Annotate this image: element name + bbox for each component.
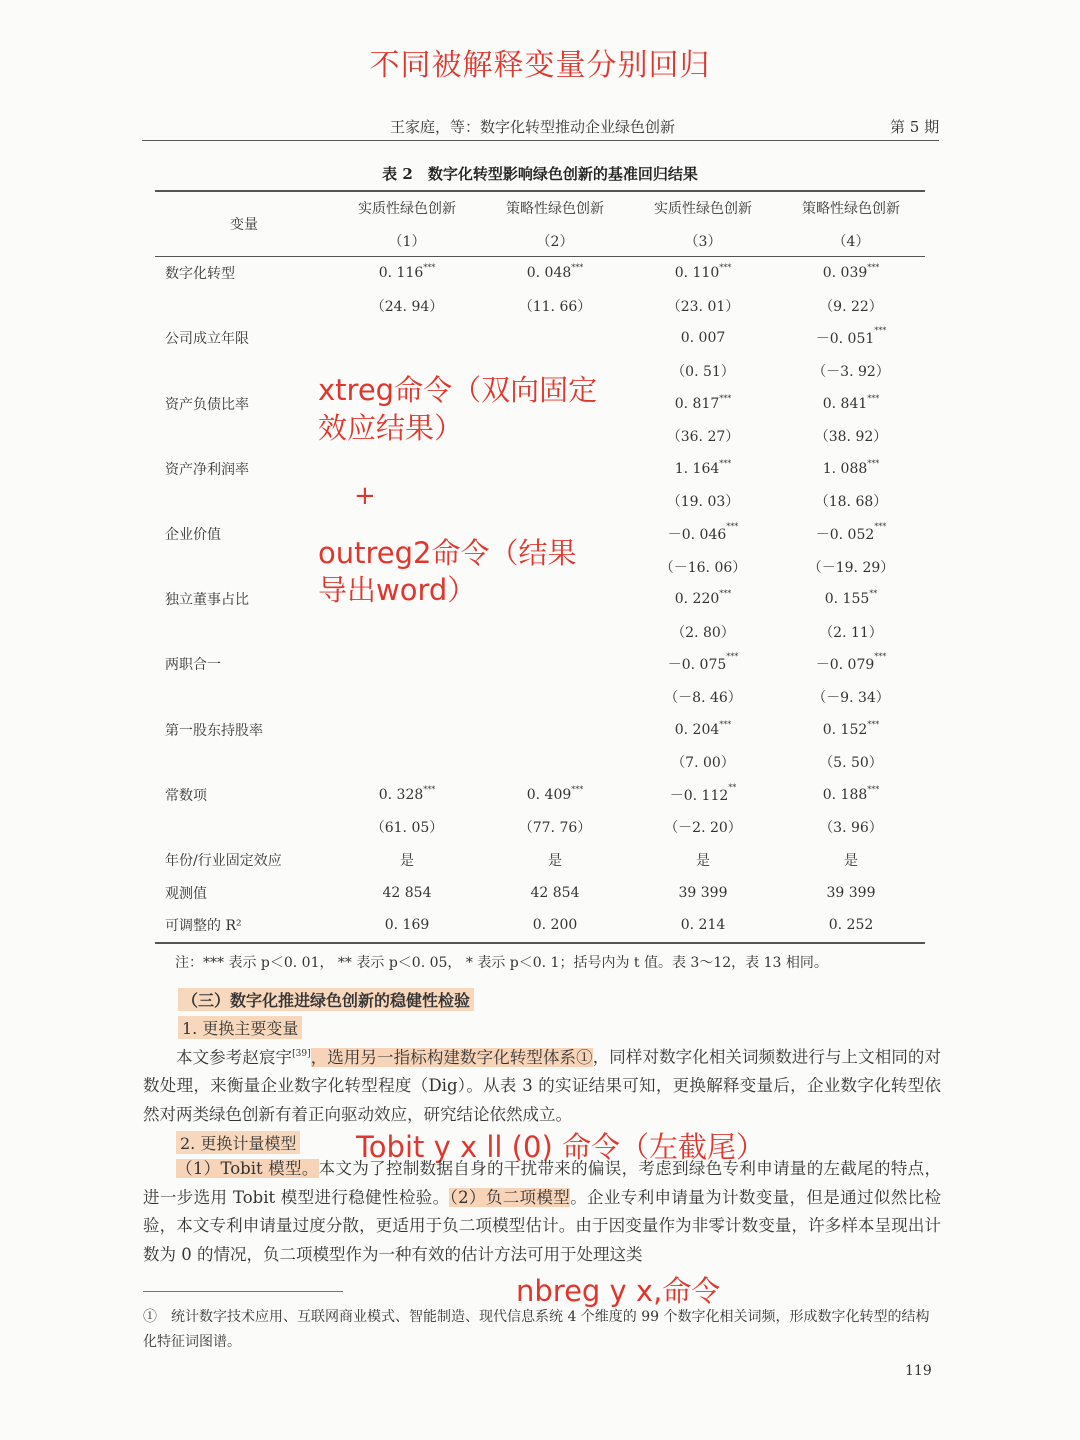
variable-name-blank bbox=[155, 681, 333, 714]
table-row-tstat bbox=[155, 681, 925, 714]
variable-name-blank bbox=[155, 811, 333, 844]
t-value: （19. 03） bbox=[666, 494, 740, 511]
header-rule bbox=[142, 140, 939, 141]
coefficient bbox=[333, 648, 481, 681]
coefficient-value: 0. 155 bbox=[824, 591, 870, 608]
coefficient-value: 0. 007 bbox=[680, 330, 726, 347]
summary-value: 0. 169 bbox=[384, 917, 430, 934]
t-value: （36. 27） bbox=[666, 429, 740, 446]
column-header: 策略性绿色创新 bbox=[506, 200, 604, 217]
p1-text-b: ，同样对数字化相关词频数进行与上文相同的对数处理，来衡量企业数字化转型程度（Dig）。从表 3 的实证结果可知，更换解释变量后，企业数字化转型依然对两类绿色创新有着正向驱动效应，研究结论依然成立。 bbox=[143, 1047, 942, 1124]
p2-text-b: 。企业专利申请量为计数变量，但是通过似然比检验，本文专利申请量过度分散，更适用于负二项模型估计。由于因变量作为非零计数变量，许多样本呈现出计数为 0 的情况，负二项模型作为一种有效的估计方法可用于处理这类 bbox=[143, 1187, 942, 1265]
column-number: （2） bbox=[536, 233, 574, 250]
table-bottom-rule bbox=[155, 942, 925, 944]
t-value: （5. 50） bbox=[819, 755, 883, 772]
coefficient-value: 0. 048 bbox=[526, 265, 572, 282]
coefficient bbox=[629, 322, 777, 355]
summary-value: 是 bbox=[696, 852, 710, 869]
variable-name-blank bbox=[155, 616, 333, 649]
t-value: （－9. 34） bbox=[812, 690, 890, 707]
coefficient-value: 0. 039 bbox=[822, 265, 868, 282]
p1-citation: [39] bbox=[292, 1049, 311, 1059]
annotation-outreg-line2: 导出word） bbox=[318, 573, 477, 607]
coefficient bbox=[333, 779, 481, 812]
coefficient bbox=[629, 648, 777, 681]
t-value: （7. 00） bbox=[671, 755, 735, 772]
coefficient bbox=[629, 518, 777, 551]
significance-stars: *** bbox=[874, 326, 887, 336]
footnote: ① 统计数字技术应用、互联网商业模式、智能制造、现代信息系统 4 个维度的 99 个数字化相关词频，形成数字化转型的结构化特征词图谱。 bbox=[143, 1309, 930, 1350]
coefficient-value: 0. 152 bbox=[822, 721, 868, 738]
summary-value: 39 399 bbox=[826, 884, 876, 901]
significance-stars: *** bbox=[719, 589, 732, 599]
coefficient bbox=[777, 779, 925, 812]
t-value: （0. 51） bbox=[671, 364, 735, 381]
annotation-plus: + bbox=[354, 481, 376, 511]
coefficient bbox=[481, 648, 629, 681]
coefficient-value: －0. 052 bbox=[815, 527, 875, 544]
annotation-nbreg: nbreg y x,命令 bbox=[516, 1274, 721, 1308]
t-value bbox=[481, 420, 629, 453]
issue-number: 第 5 期 bbox=[890, 118, 940, 136]
table-title: 表 2 数字化转型影响绿色创新的基准回归结果 bbox=[382, 165, 698, 183]
t-value: （38. 92） bbox=[814, 429, 888, 446]
coefficient-value: 1. 088 bbox=[822, 460, 868, 477]
significance-stars: *** bbox=[719, 719, 732, 729]
significance-stars: ** bbox=[728, 782, 737, 792]
subsection-heading-2: 2. 更换计量模型 bbox=[176, 1131, 300, 1154]
p2-text-a: 本文为了控制数据自身的干扰带来的偏误，考虑到绿色专利申请量的左截尾的特点，进一步选用 Tobit 模型进行稳健性检验。 bbox=[143, 1159, 941, 1207]
coefficient bbox=[629, 713, 777, 746]
coefficient-value: －0. 079 bbox=[815, 657, 875, 674]
running-header: 王家庭，等：数字化转型推动企业绿色创新 bbox=[390, 118, 676, 136]
var-header: 变量 bbox=[230, 217, 258, 233]
coefficient bbox=[481, 322, 629, 355]
t-value: （61. 05） bbox=[370, 820, 444, 837]
coefficient bbox=[481, 453, 629, 486]
t-value: （24. 94） bbox=[370, 298, 444, 315]
annotation-tobit: Tobit y x ll (0) 命令（左截尾） bbox=[356, 1130, 765, 1164]
paragraph-2 bbox=[143, 1155, 941, 1270]
variable-name-blank bbox=[155, 355, 333, 388]
significance-stars: *** bbox=[867, 393, 880, 403]
coefficient-value: 0. 328 bbox=[378, 786, 424, 803]
coefficient bbox=[333, 257, 481, 290]
significance-stars: *** bbox=[719, 458, 732, 468]
coefficient bbox=[333, 322, 481, 355]
significance-stars: *** bbox=[726, 652, 739, 662]
variable-name-blank bbox=[155, 290, 333, 323]
t-value: （－8. 46） bbox=[664, 690, 742, 707]
annotation-outreg-line1: outreg2命令（结果 bbox=[318, 536, 577, 570]
summary-value: 是 bbox=[400, 852, 414, 869]
t-value: （－3. 92） bbox=[812, 364, 890, 381]
footnote-rule bbox=[143, 1291, 343, 1292]
variable-name: 数字化转型 bbox=[165, 266, 235, 283]
table-row-tstat bbox=[155, 811, 925, 844]
variable-name: 年份/行业固定效应 bbox=[165, 852, 282, 869]
t-value: （11. 66） bbox=[518, 298, 592, 315]
t-value bbox=[481, 616, 629, 649]
summary-value: 是 bbox=[548, 852, 562, 869]
table-note: 注：*** 表示 p＜0. 01， ** 表示 p＜0. 05， * 表示 p＜0. 1；括号内为 t 值。表 3～12，表 13 相同。 bbox=[175, 955, 828, 971]
summary-value: 0. 200 bbox=[532, 917, 578, 934]
significance-stars: *** bbox=[867, 458, 880, 468]
variable-name-blank bbox=[155, 485, 333, 518]
table-row-tstat bbox=[155, 420, 925, 453]
t-value bbox=[333, 746, 481, 779]
significance-stars: *** bbox=[423, 784, 436, 794]
variable-name-blank bbox=[155, 420, 333, 453]
table-row-tstat bbox=[155, 485, 925, 518]
column-header: 实质性绿色创新 bbox=[358, 200, 456, 217]
significance-stars: *** bbox=[867, 784, 880, 794]
coefficient bbox=[333, 713, 481, 746]
table-header-row bbox=[155, 191, 925, 224]
t-value: （18. 68） bbox=[814, 494, 888, 511]
significance-stars: *** bbox=[867, 719, 880, 729]
column-number: （3） bbox=[684, 233, 722, 250]
variable-name: 可调整的 R² bbox=[165, 918, 242, 935]
annotation-xtreg-line2: 效应结果） bbox=[318, 411, 464, 445]
variable-name: 资产净利润率 bbox=[165, 461, 249, 478]
t-value: （－19. 29） bbox=[807, 559, 895, 576]
table-row bbox=[155, 453, 925, 486]
variable-name-blank bbox=[155, 746, 333, 779]
p1-text-a: 本文参考赵宸宇 bbox=[176, 1047, 293, 1067]
significance-stars: *** bbox=[719, 393, 732, 403]
significance-stars: *** bbox=[571, 263, 584, 273]
significance-stars: *** bbox=[874, 652, 887, 662]
p1-highlight: ，选用另一指标构建数字化转型体系① bbox=[310, 1047, 593, 1067]
column-header: 策略性绿色创新 bbox=[802, 200, 900, 217]
coefficient-value: 1. 164 bbox=[674, 460, 720, 477]
summary-value: 0. 214 bbox=[680, 917, 726, 934]
significance-stars: *** bbox=[726, 522, 739, 532]
coefficient-value: 0. 841 bbox=[822, 395, 868, 412]
column-number: （1） bbox=[388, 233, 426, 250]
significance-stars: *** bbox=[719, 263, 732, 273]
p2-highlight-tobit: （1）Tobit 模型。 bbox=[176, 1159, 319, 1178]
table-row-tstat bbox=[155, 616, 925, 649]
significance-stars: ** bbox=[869, 589, 878, 599]
significance-stars: *** bbox=[867, 263, 880, 273]
coefficient-value: －0. 051 bbox=[815, 331, 875, 348]
t-value: （－2. 20） bbox=[664, 820, 742, 837]
t-value: （2. 80） bbox=[671, 624, 735, 641]
coefficient-value: 0. 110 bbox=[674, 265, 720, 282]
coefficient bbox=[481, 583, 629, 616]
coefficient-value: 0. 817 bbox=[674, 395, 720, 412]
coefficient bbox=[629, 257, 777, 290]
variable-name: 常数项 bbox=[165, 787, 207, 804]
variable-name: 两职合一 bbox=[165, 657, 221, 674]
coefficient bbox=[777, 713, 925, 746]
table-row bbox=[155, 713, 925, 746]
coefficient-value: 0. 188 bbox=[822, 786, 868, 803]
coefficient bbox=[629, 583, 777, 616]
coefficient bbox=[777, 387, 925, 420]
coefficient bbox=[777, 518, 925, 551]
coefficient bbox=[777, 453, 925, 486]
annotation-title: 不同被解释变量分别回归 bbox=[369, 48, 711, 83]
coefficient-value: 0. 220 bbox=[674, 591, 720, 608]
coefficient-value: －0. 046 bbox=[667, 527, 727, 544]
table-summary-row bbox=[155, 876, 925, 909]
coefficient-value: －0. 112 bbox=[669, 787, 729, 804]
table-row-tstat bbox=[155, 746, 925, 779]
coefficient bbox=[629, 453, 777, 486]
significance-stars: *** bbox=[874, 522, 887, 532]
summary-value: 42 854 bbox=[382, 884, 432, 901]
table-row bbox=[155, 583, 925, 616]
variable-name-blank bbox=[155, 550, 333, 583]
coefficient bbox=[629, 387, 777, 420]
variable-name: 企业价值 bbox=[165, 527, 221, 544]
table-row bbox=[155, 322, 925, 355]
summary-value: 是 bbox=[844, 852, 858, 869]
table-summary-row bbox=[155, 844, 925, 877]
coefficient bbox=[777, 648, 925, 681]
t-value: （3. 96） bbox=[819, 820, 883, 837]
coefficient bbox=[777, 583, 925, 616]
table-row bbox=[155, 779, 925, 812]
table-row bbox=[155, 257, 925, 290]
t-value: （2. 11） bbox=[819, 624, 883, 641]
t-value bbox=[481, 681, 629, 714]
summary-value: 39 399 bbox=[678, 884, 728, 901]
coefficient-value: 0. 204 bbox=[674, 721, 720, 738]
coefficient bbox=[629, 779, 777, 812]
table-row-tstat bbox=[155, 290, 925, 323]
t-value: （77. 76） bbox=[518, 820, 592, 837]
column-number: （4） bbox=[832, 233, 870, 250]
t-value: （23. 01） bbox=[666, 298, 740, 315]
summary-value: 42 854 bbox=[530, 884, 580, 901]
variable-name: 资产负债比率 bbox=[165, 396, 249, 413]
table-summary-row bbox=[155, 909, 925, 942]
t-value: （－16. 06） bbox=[659, 559, 747, 576]
summary-value: 0. 252 bbox=[828, 917, 874, 934]
significance-stars: *** bbox=[571, 784, 584, 794]
coefficient bbox=[777, 257, 925, 290]
t-value: （9. 22） bbox=[819, 298, 883, 315]
t-value bbox=[481, 485, 629, 518]
coefficient-value: 0. 409 bbox=[526, 786, 572, 803]
column-header: 实质性绿色创新 bbox=[654, 200, 752, 217]
coefficient bbox=[481, 257, 629, 290]
annotation-xtreg-line1: xtreg命令（双向固定 bbox=[318, 373, 598, 407]
coefficient bbox=[481, 779, 629, 812]
p2-highlight-negbin: （2）负二项模型 bbox=[449, 1187, 571, 1207]
page-number: 119 bbox=[905, 1363, 932, 1379]
section-heading: （三）数字化推进绿色创新的稳健性检验 bbox=[178, 988, 474, 1011]
t-value bbox=[333, 616, 481, 649]
coefficient-value: －0. 075 bbox=[667, 657, 727, 674]
coefficient bbox=[777, 322, 925, 355]
table-row bbox=[155, 648, 925, 681]
paragraph-1 bbox=[143, 1040, 941, 1130]
t-value bbox=[333, 681, 481, 714]
coefficient-value: 0. 116 bbox=[378, 265, 424, 282]
variable-name: 第一股东持股率 bbox=[165, 722, 263, 739]
subsection-heading-1: 1. 更换主要变量 bbox=[178, 1016, 302, 1039]
coefficient bbox=[481, 713, 629, 746]
variable-name: 独立董事占比 bbox=[165, 592, 249, 609]
significance-stars: *** bbox=[423, 263, 436, 273]
variable-name: 观测值 bbox=[165, 885, 207, 902]
t-value bbox=[481, 746, 629, 779]
variable-name: 公司成立年限 bbox=[165, 331, 249, 348]
